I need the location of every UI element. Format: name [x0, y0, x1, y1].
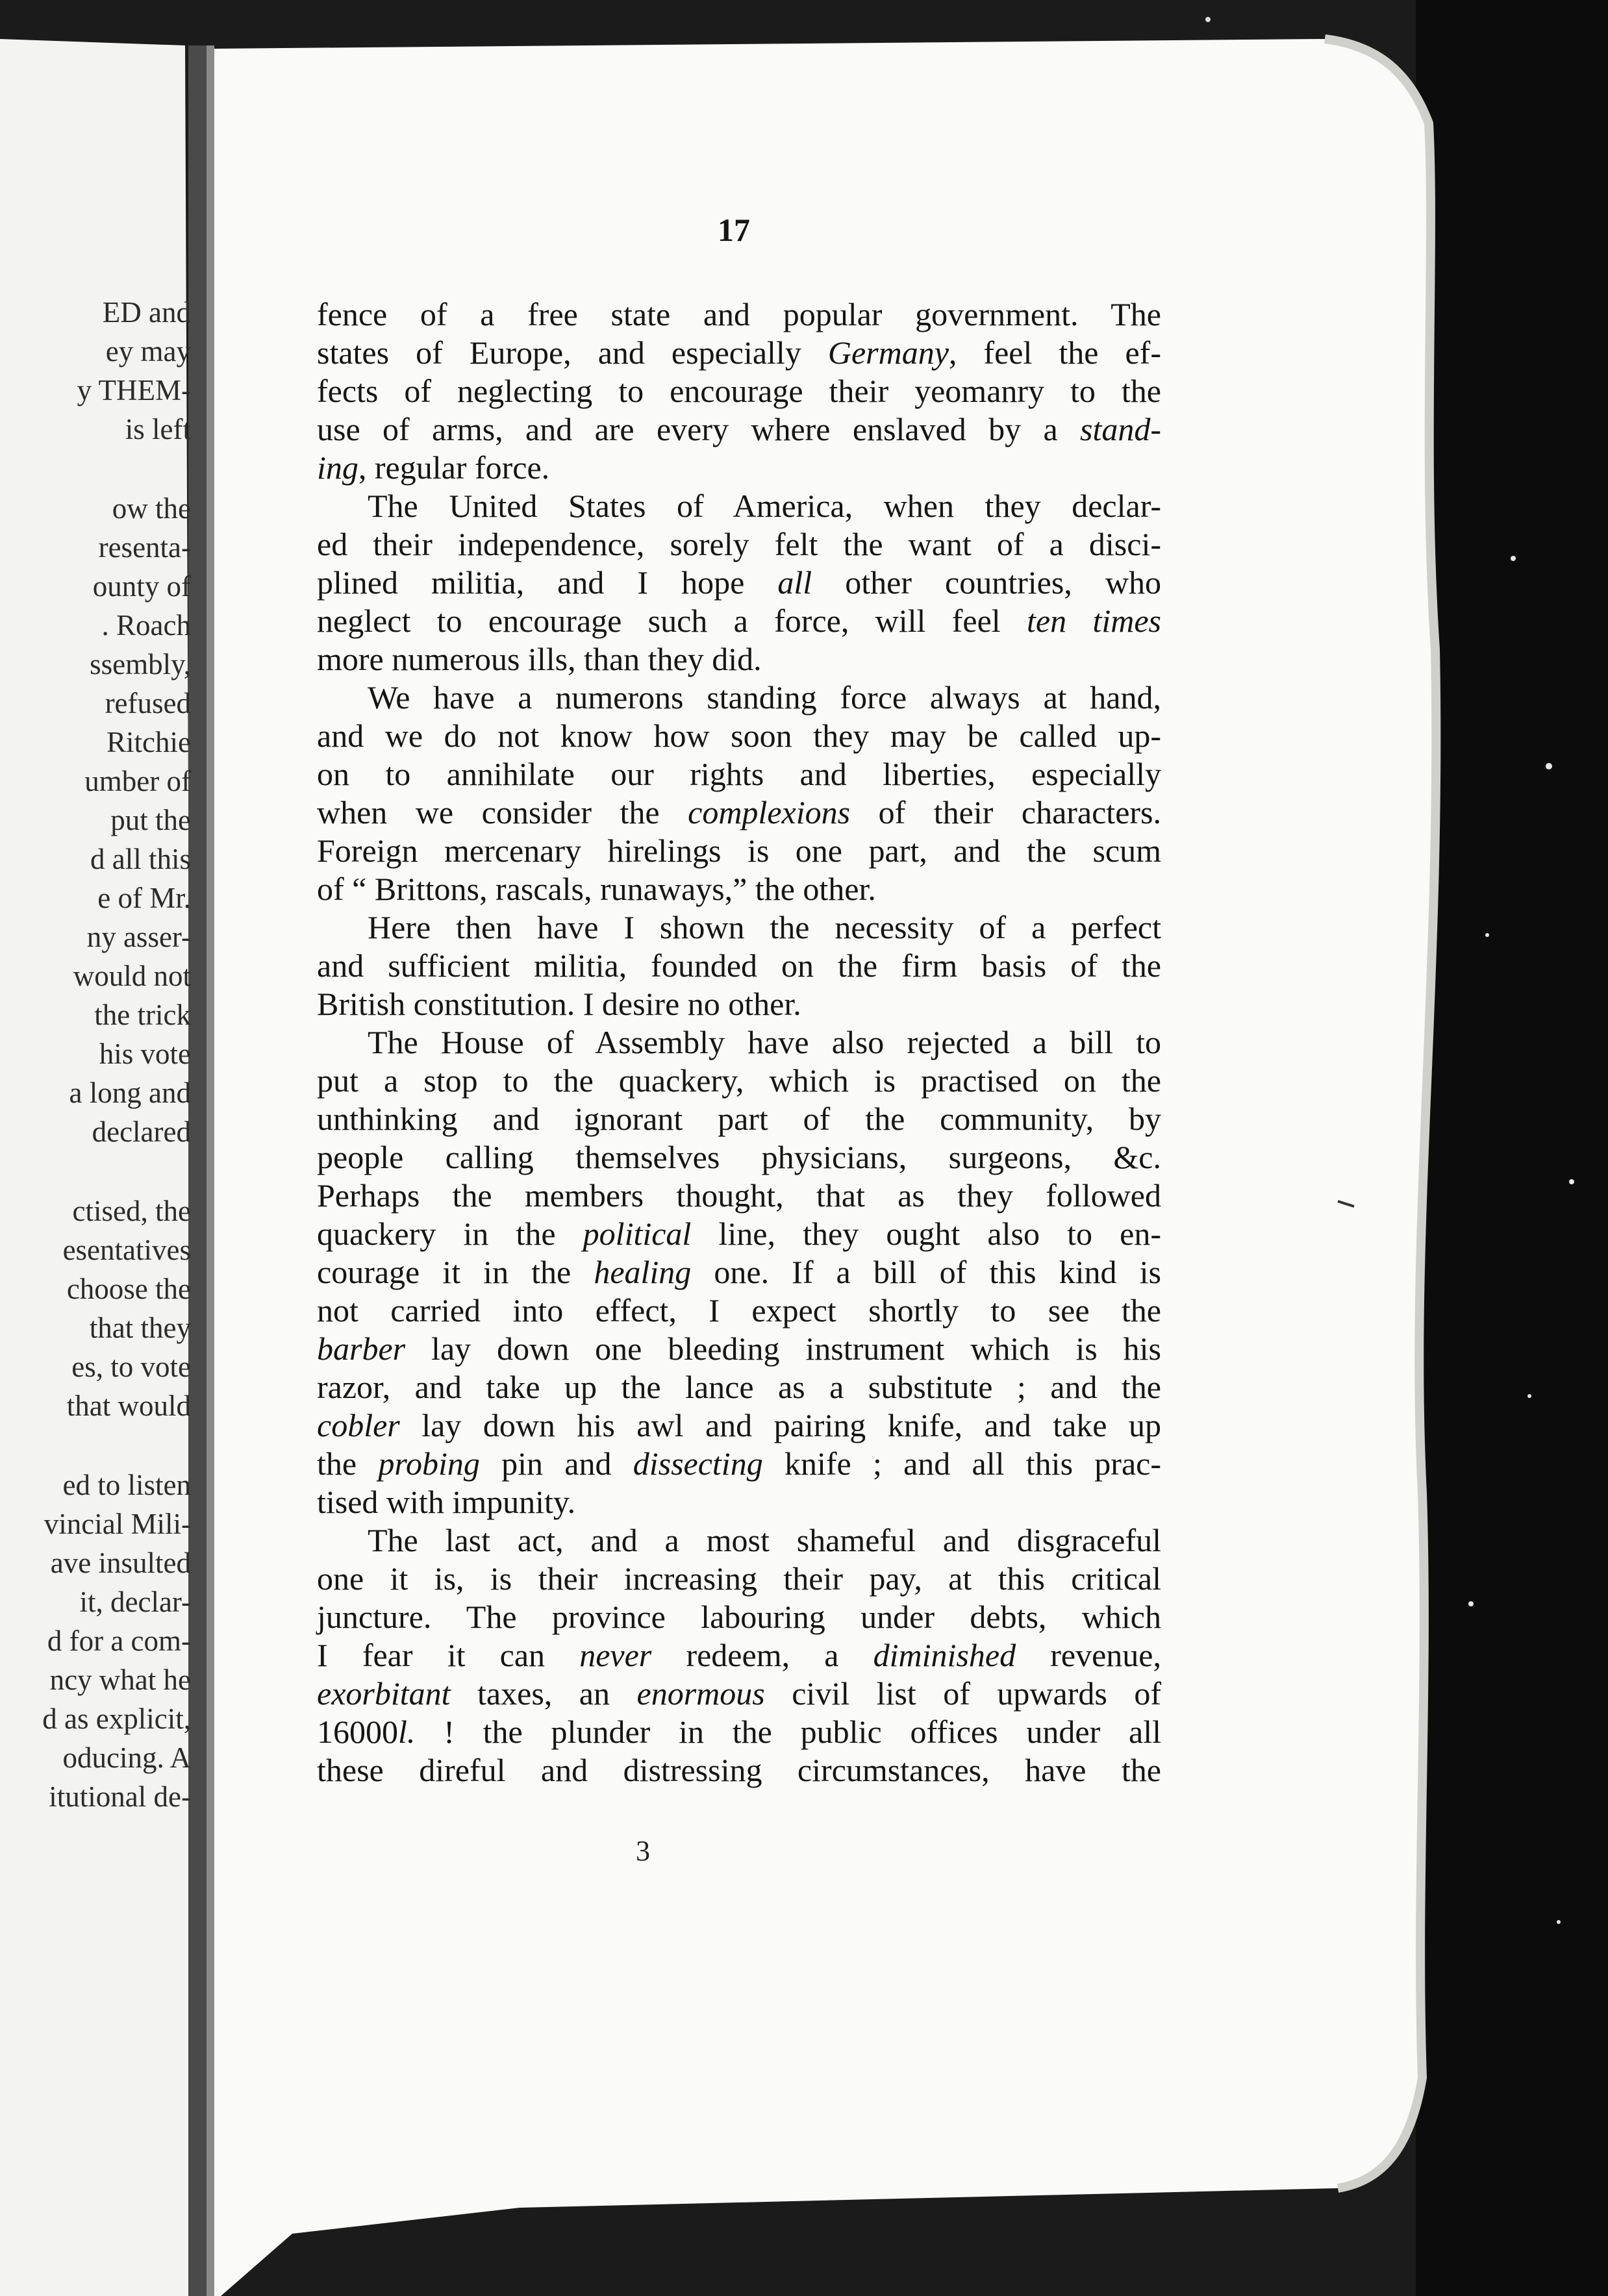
facing-page-line: Ritchie [107, 726, 191, 758]
body-line: barber lay down one bleeding instrument which is his [317, 1330, 1161, 1367]
facing-page-line: ey may [105, 335, 191, 368]
body-line: courage it in the healing one. If a bill of this kind is [317, 1254, 1161, 1290]
body-line: these direful and distressing circumstances, have the [317, 1752, 1161, 1788]
facing-page-line: d as explicit, [42, 1703, 191, 1735]
facing-page-line: would not [73, 960, 191, 992]
facing-page-line: . Roach [101, 609, 191, 642]
body-line: British constitution. I desire no other. [317, 986, 801, 1022]
facing-page-line: is left [125, 413, 191, 445]
body-line: cobler lay down his awl and pairing knife, and take up [317, 1407, 1161, 1443]
body-line: exorbitant taxes, an enormous civil list of upwards of [317, 1675, 1161, 1712]
body-line: the probing pin and dissecting knife ; and all this prac- [317, 1445, 1161, 1482]
body-line: fects of neglecting to encourage their yeomanry to the [317, 373, 1161, 409]
facing-page-line: ssembly, [90, 648, 191, 680]
facing-page-line: ave insulted [50, 1547, 191, 1579]
body-line: quackery in the political line, they ought also to en- [317, 1216, 1161, 1252]
body-line: of “ Brittons, rascals, runaways,” the other. [317, 871, 876, 907]
facing-page-line: ounty of [92, 570, 191, 603]
body-line: The last act, and a most shameful and disgraceful [368, 1522, 1161, 1558]
body-line: and we do not know how soon they may be called up- [317, 718, 1161, 754]
facing-page-line: ed to listen [62, 1469, 191, 1501]
page-body [317, 295, 1161, 1790]
body-line: put a stop to the quackery, which is practised on the [317, 1062, 1161, 1099]
facing-page-line: it, declar- [79, 1586, 191, 1618]
body-line: more numerous ills, than they did. [317, 641, 762, 677]
facing-page-line: es, to vote [71, 1351, 191, 1383]
body-line: tised with impunity. [317, 1484, 576, 1520]
body-line: ing, regular force. [317, 449, 550, 486]
body-line: I fear it can never redeem, a diminished revenue, [317, 1637, 1161, 1673]
facing-page-line: resenta- [98, 531, 191, 564]
facing-page-line: refused [105, 687, 191, 719]
body-line: The United States of America, when they declar- [368, 488, 1161, 524]
facing-page-line: itutional de- [49, 1780, 191, 1813]
facing-page-line: oducing. A [62, 1741, 191, 1774]
facing-page-line: choose the [66, 1273, 191, 1305]
facing-page-line: umber of [84, 765, 191, 797]
body-line: razor, and take up the lance as a substitute ; and the [317, 1369, 1161, 1405]
facing-page-line: esentatives [62, 1234, 191, 1266]
facing-page-line: e of Mr. [97, 882, 191, 914]
facing-page-line: put the [110, 804, 191, 836]
body-line: neglect to encourage such a force, will feel ten times [317, 603, 1161, 639]
facing-page-line: d all this [90, 843, 191, 875]
body-line: fence of a free state and popular government. The [317, 296, 1161, 332]
facing-page-line: ow the [112, 492, 191, 525]
body-line: Foreign mercenary hirelings is one part, and the scum [317, 832, 1161, 869]
body-line: people calling themselves physicians, surgeons, &c. [317, 1139, 1161, 1175]
facing-page-line: y THEM- [77, 374, 191, 406]
facing-page-line: ncy what he [49, 1664, 191, 1696]
facing-page-line: the trick [94, 999, 191, 1031]
body-line: We have a numerons standing force always at hand, [368, 679, 1161, 716]
facing-page-line: d for a com- [47, 1625, 191, 1657]
facing-page-line: vincial Mili- [44, 1508, 191, 1540]
facing-page-line: that they [89, 1312, 191, 1344]
body-line: states of Europe, and especially Germany, feel the ef- [317, 334, 1161, 371]
page-number: 17 [718, 212, 750, 248]
body-line: 16000l. ! the plunder in the public offices under all [317, 1714, 1161, 1750]
body-line: and sufficient militia, founded on the firm basis of the [317, 947, 1161, 984]
body-line: when we consider the complexions of their characters. [317, 794, 1161, 830]
body-line: Perhaps the members thought, that as they followed [317, 1177, 1161, 1214]
body-line: not carried into effect, I expect shortly to see the [317, 1292, 1161, 1329]
body-line: on to annihilate our rights and liberties, especially [317, 756, 1161, 792]
facing-page-line: declared [92, 1116, 191, 1148]
facing-page-line: a long and [69, 1077, 191, 1109]
facing-page-line: that would [66, 1390, 191, 1422]
facing-page-line: ctised, the [72, 1195, 191, 1227]
body-line: use of arms, and are every where enslaved by a stand- [317, 411, 1161, 447]
body-line: juncture. The province labouring under debts, which [317, 1599, 1161, 1635]
facing-page-line: his vote [99, 1038, 191, 1070]
body-line: ed their independence, sorely felt the want of a disci- [317, 526, 1161, 562]
body-line: unthinking and ignorant part of the community, by [317, 1101, 1161, 1137]
body-line: The House of Assembly have also rejected a bill to [368, 1024, 1161, 1060]
signature-mark: 3 [636, 1835, 650, 1867]
facing-page-text [0, 295, 195, 1854]
body-line: plined militia, and I hope all other countries, who [317, 564, 1161, 601]
facing-page-line: ED and [102, 296, 191, 329]
body-line: one it is, is their increasing their pay, at this critical [317, 1560, 1161, 1597]
body-line: Here then have I shown the necessity of a perfect [368, 909, 1161, 945]
facing-page-line: ny asser- [86, 921, 191, 953]
